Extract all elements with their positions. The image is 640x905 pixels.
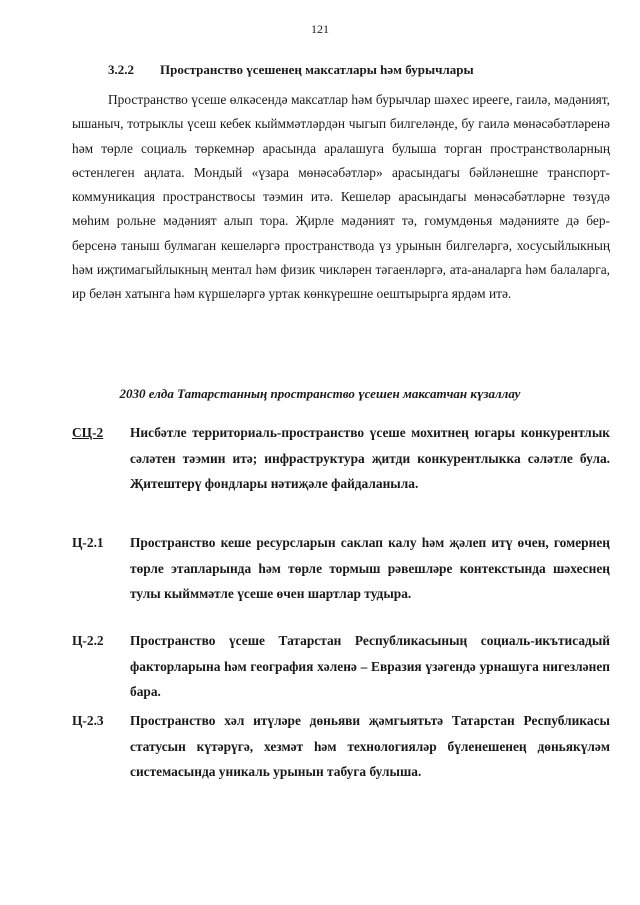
goal-code: Ц-2.1	[72, 535, 104, 550]
goal-item	[72, 628, 610, 705]
goal-item	[72, 708, 610, 785]
page-number: 121	[311, 22, 329, 36]
section-title: Пространство үсешенең максатлары һәм бурычлары	[160, 62, 474, 77]
goal-code: Ц-2.2	[72, 633, 104, 648]
goal-text: Пространство кеше ресурсларын саклап калу һәм җәлеп итү өчен, гомернең төрле этапларында һәм төрле тормыш рәвешләре контекстында шәхеснең тулы кыйммәтле үсеше өчен шартлар тудыра.	[130, 535, 610, 601]
goal-item	[72, 530, 610, 607]
section-heading	[108, 62, 474, 78]
goal-text: Нисбәтле территориаль-пространство үсеше мохитнең югары конкурентлык сәләтен тәэмин итә; инфраструктура җитди конкурентлыкка сәләтле була. Җитештерү фондлары нәтиҗәле файдаланыла.	[130, 425, 610, 491]
goal-text: Пространство хәл итүләре дөньяви җәмгыятьтә Татарстан Республикасы статусын күтәрүгә, хезмәт һәм технологияләр бүленешенең дөньякүләм системасында уникаль урынын табуга булыша.	[130, 713, 610, 779]
intro-paragraph: Пространство үсеше өлкәсендә максатлар һәм бурычлар шәхес ирееге, гаилә, мәдәният, ышаныч, тотрыклы үсеш кебек кыйммәтләрдән чыгып билгеләнде, бу гаилә мөнәсәбәтләренә һәм төрле социаль төркемнәр арасында аралашуга булыша торган пространстволарның өстенлеген аңлата. Мондый «үзара мөнәсәбәтләр» арасындагы бәйләнешне транспорт-коммуникация пространствосы тәэмин итә. Кешеләр арасындагы мөнәсәбәтләрне төзүдә мөһим рольне мәдәният алып тора. Җирле мәдәният тә, гомумдөнья мәдәнияте дә бер-берсенә таныш булмаган кешеләргә пространствода үз урынын билгеләргә, хосусыйлыкның һәм иҗтимагыйлыкның ментал һәм физик чикләрен тәгаенләргә, ата-аналарга һәм балаларга, ир белән хатынга һәм күршеләргә уртак көнкүрешне оештырырга ярдәм итә.	[72, 92, 610, 302]
section-number: 3.2.2	[108, 62, 134, 77]
goal-text: Пространство үсеше Татарстан Республикасының социаль-икътисадый факторларына һәм география хәленә – Евразия үзәгендә урнашуга нигезләнеп бара.	[130, 633, 610, 699]
goals-heading: 2030 елда Татарстанның пространство үсешен максатчан күзаллау	[119, 386, 521, 401]
goal-item	[72, 420, 610, 497]
goal-code: СЦ-2	[72, 425, 104, 440]
goal-code: Ц-2.3	[72, 713, 104, 728]
